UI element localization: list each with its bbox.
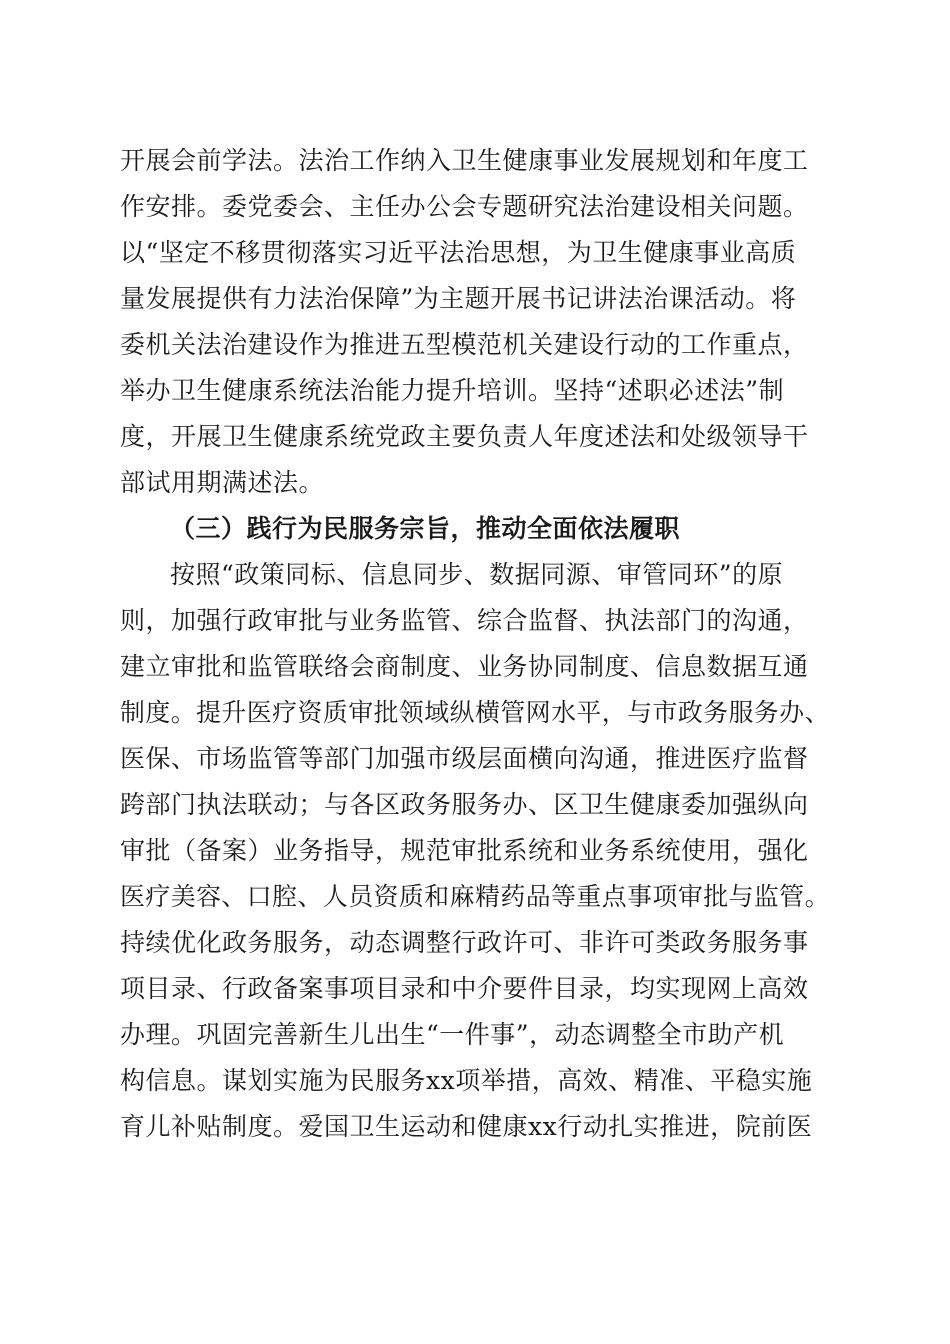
paragraph-line: 育儿补贴制度。爱国卫生运动和健康xx行动扎实推进，院前医 [120,1112,813,1141]
paragraph-line: 审批（备案）业务指导，规范审批系统和业务系统使用，强化 [120,836,809,865]
paragraph-line: 按照“政策同标、信息同步、数据同源、审管同环”的原 [170,560,784,589]
paragraph-line: 作安排。委党委会、主任办公会专题研究法治建设相关问题。 [120,192,809,221]
paragraph-line: 医保、市场监管等部门加强市级层面横向沟通，推进医疗监督 [120,744,809,773]
paragraph-line: 开展会前学法。法治工作纳入卫生健康事业发展规划和年度工 [120,146,809,175]
paragraph-line: 举办卫生健康系统法治能力提升培训。坚持“述职必述法”制 [120,376,785,405]
section-heading: （三）践行为民服务宗旨，推动全面依法履职 [170,514,681,543]
paragraph-line: 度，开展卫生健康系统党政主要负责人年度述法和处级领导干 [120,422,809,451]
paragraph-line: 部试用期满述法。 [120,468,325,497]
paragraph-line: 建立审批和监管联络会商制度、业务协同制度、信息数据互通 [120,652,809,681]
paragraph-line: 构信息。谋划实施为民服务xx项举措，高效、精准、平稳实施 [120,1066,813,1095]
paragraph-line: 持续优化政务服务，动态调整行政许可、非许可类政务服务事 [120,928,809,957]
paragraph-line: 以“坚定不移贯彻落实习近平法治思想，为卫生健康事业高质 [120,238,797,267]
paragraph-line: 量发展提供有力法治保障”为主题开展书记讲法治课活动。将 [120,284,797,313]
paragraph-line: 则，加强行政审批与业务监管、综合监督、执法部门的沟通， [120,606,809,635]
paragraph-line: 委机关法治建设作为推进五型模范机关建设行动的工作重点， [120,330,809,359]
paragraph-line: 跨部门执法联动；与各区政务服务办、区卫生健康委加强纵向 [120,790,809,819]
paragraph-line: 项目录、行政备案事项目录和中介要件目录，均实现网上高效 [120,974,809,1003]
paragraph-line: 制度。提升医疗资质审批领域纵横管网水平，与市政务服务办、 [120,698,831,727]
paragraph-line: 医疗美容、口腔、人员资质和麻精药品等重点事项审批与监管。 [120,882,831,911]
paragraph-line: 办理。巩固完善新生儿出生“一件事”，动态调整全市助产机 [120,1020,785,1049]
